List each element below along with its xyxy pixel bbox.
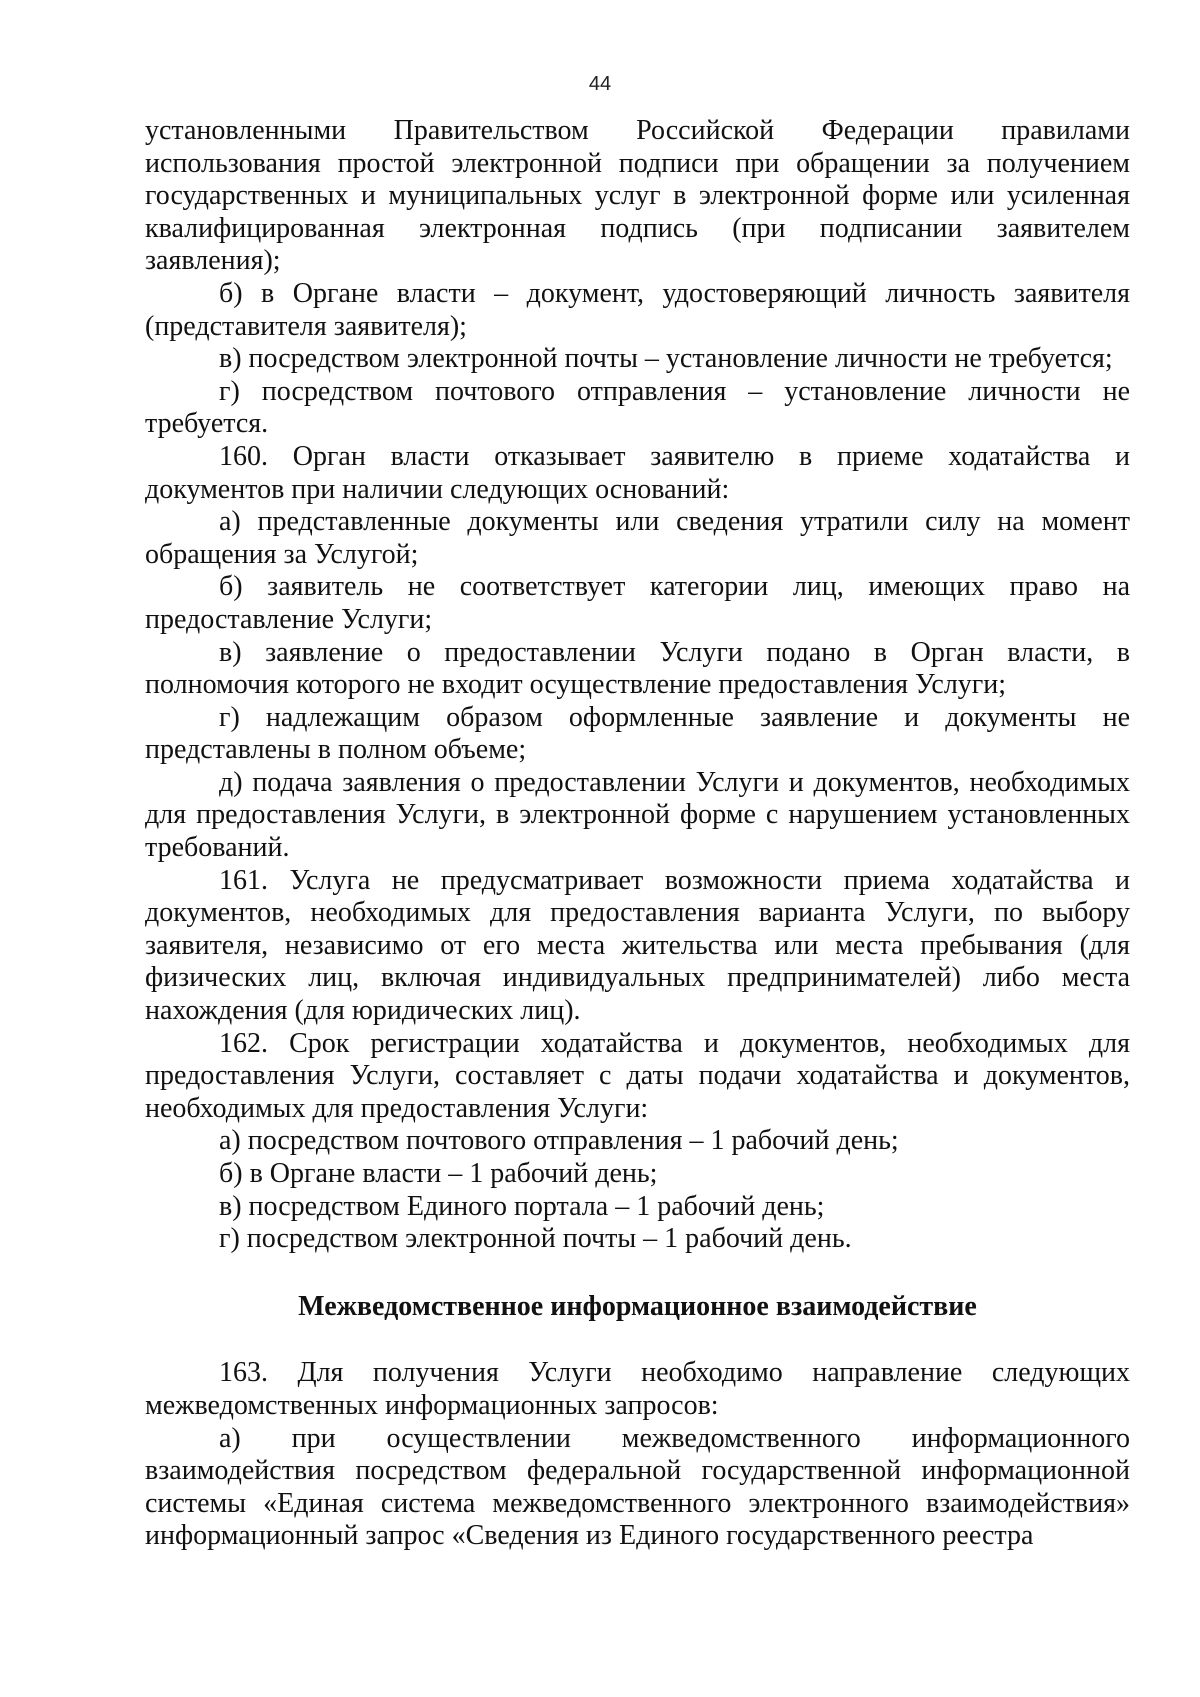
paragraph: а) посредством почтового отправления – 1 рабочий день;: [219, 1125, 899, 1157]
paragraphs-before-heading: [145, 115, 1130, 1256]
paragraph: г) надлежащим образом оформленные заявление и документы не представлены в полном объеме;: [145, 701, 1130, 766]
paragraph: 162. Срок регистрации ходатайства и документов, необходимых для предоставления Услуги, составляет с даты подачи ходатайства и документов, необходимых для предоставления Услуги:: [145, 1027, 1130, 1124]
paragraph: г) посредством почтового отправления – установление личности не требуется.: [145, 375, 1130, 440]
paragraph: д) подача заявления о предоставлении Услуги и документов, необходимых для предоставления Услуги, в электронной форме с нарушением установленных требований.: [145, 766, 1130, 864]
paragraph: в) посредством Единого портала – 1 рабочий день;: [219, 1190, 825, 1222]
paragraph: б) в Органе власти – документ, удостоверяющий личность заявителя (представителя заявителя);: [145, 277, 1130, 342]
paragraph: 160. Орган власти отказывает заявителю в приеме ходатайства и документов при наличии следующих оснований:: [145, 440, 1130, 505]
paragraphs-after-heading: [145, 1357, 1130, 1553]
paragraph: 161. Услуга не предусматривает возможности приема ходатайства и документов, необходимых для предоставления варианта Услуги, по выбору заявителя, независимо от его места жительства или места пребывания (для физических лиц, включая индивидуальных предпринимателей) либо места нахождения (для юридических лиц).: [145, 864, 1130, 1027]
page-number: 44: [588, 73, 612, 95]
section-heading: Межведомственное информационное взаимодействие: [298, 1290, 977, 1322]
paragraph: б) в Органе власти – 1 рабочий день;: [219, 1158, 658, 1189]
paragraph: а) при осуществлении межведомственного информационного взаимодействия посредством федеральной государственной информационной системы «Единая система межведомственного электронного взаимодействия» информационный запрос «Сведения из Единого государственного реестра: [145, 1422, 1130, 1552]
paragraph: в) заявление о предоставлении Услуги подано в Орган власти, в полномочия которого не входит осуществление предоставления Услуги;: [145, 636, 1130, 701]
paragraph: 163. Для получения Услуги необходимо направление следующих межведомственных информационных запросов:: [145, 1357, 1130, 1421]
paragraph: а) представленные документы или сведения утратили силу на момент обращения за Услугой;: [145, 506, 1130, 570]
paragraph: б) заявитель не соответствует категории лиц, имеющих право на предоставление Услуги;: [145, 571, 1130, 635]
paragraph: в) посредством электронной почты – установление личности не требуется;: [219, 343, 1113, 375]
document-body: [145, 115, 1130, 1553]
paragraph: г) посредством электронной почты – 1 рабочий день.: [219, 1223, 852, 1255]
paragraph: установленными Правительством Российской Федерации правилами использования простой электронной подписи при обращении за получением государственных и муниципальных услуг в электронной форме или усиленная квалифицированная электронная подпись (при подписании заявителем заявления);: [145, 115, 1130, 277]
